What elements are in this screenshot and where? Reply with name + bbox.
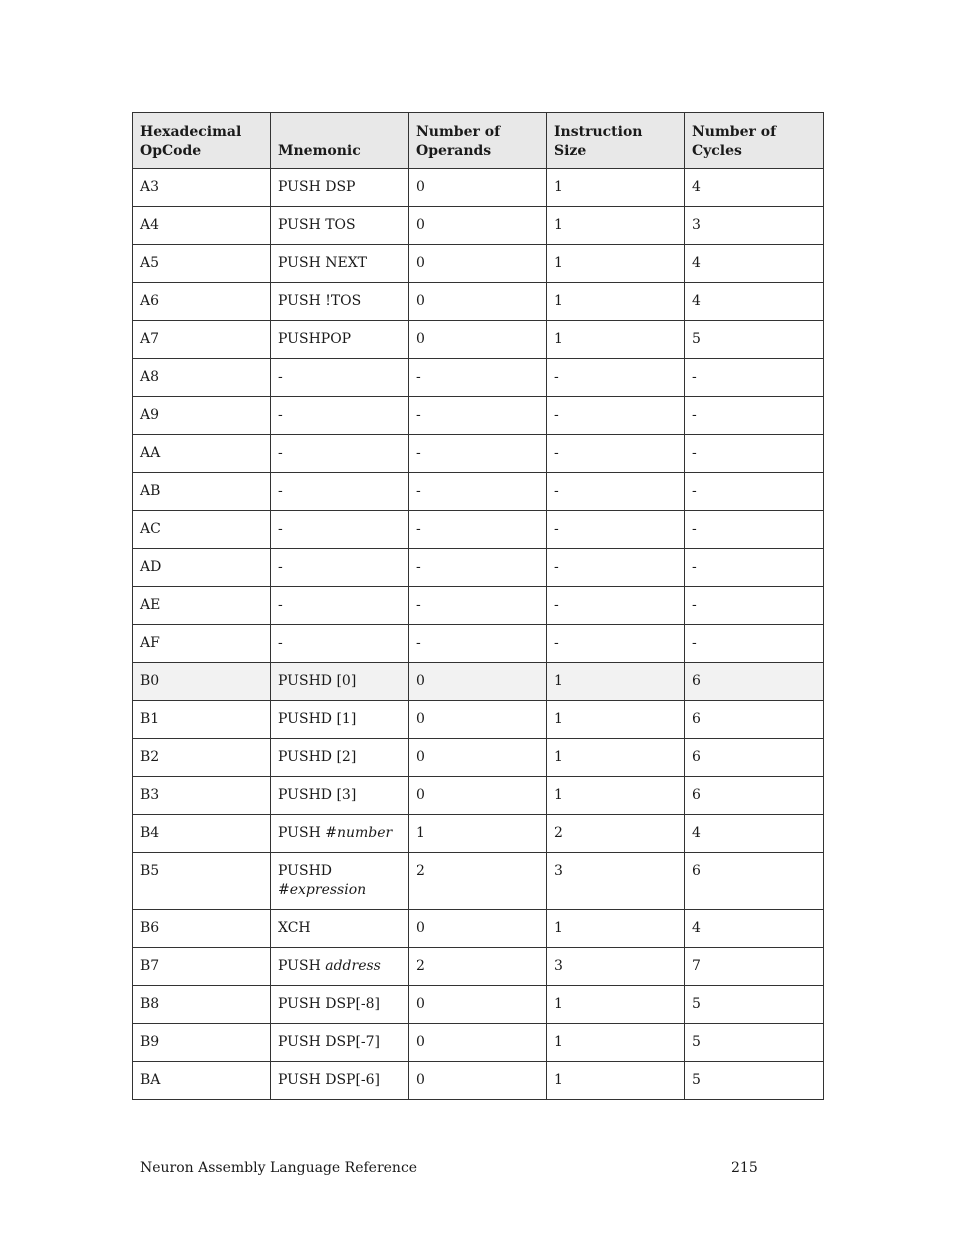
mnemonic-argument: expression [289,882,367,898]
cell-opcode: AE [133,587,271,625]
cell-cycles: - [685,587,824,625]
cell-cycles: - [685,397,824,435]
table-row [133,1024,824,1062]
cell-opcode: A9 [133,397,271,435]
cell-cycles: - [685,511,824,549]
table-row [133,777,824,815]
cell-opcode: B7 [133,948,271,986]
cell-operands: 0 [409,663,547,701]
header-operands: Number of Operands [409,113,547,169]
cell-operands: 2 [409,853,547,910]
table-row [133,169,824,207]
cell-instruction-size: 1 [547,663,685,701]
table-row [133,663,824,701]
table-row [133,739,824,777]
cell-cycles: 6 [685,701,824,739]
cell-mnemonic [271,910,409,948]
table-row [133,701,824,739]
table-row [133,1062,824,1100]
cell-cycles: 5 [685,986,824,1024]
mnemonic-text: - [278,407,283,423]
cell-opcode: B4 [133,815,271,853]
table-row [133,245,824,283]
cell-mnemonic [271,739,409,777]
cell-operands: 1 [409,815,547,853]
cell-operands: 0 [409,1062,547,1100]
mnemonic-argument: address [325,958,381,974]
cell-instruction-size: 1 [547,283,685,321]
mnemonic-text: - [278,445,283,461]
table-row [133,359,824,397]
cell-instruction-size: 1 [547,169,685,207]
cell-instruction-size: 1 [547,701,685,739]
header-row [133,113,824,169]
cell-operands: - [409,359,547,397]
cell-opcode: A6 [133,283,271,321]
cell-opcode: AD [133,549,271,587]
mnemonic-text: PUSH TOS [278,217,356,233]
cell-operands: 0 [409,910,547,948]
cell-mnemonic [271,435,409,473]
cell-opcode: B8 [133,986,271,1024]
cell-operands: - [409,625,547,663]
table-header [133,113,824,169]
footer-document-title: Neuron Assembly Language Reference [140,1160,418,1176]
cell-opcode: B2 [133,739,271,777]
cell-cycles: 5 [685,1024,824,1062]
mnemonic-text: PUSH DSP[-6] [278,1072,381,1088]
mnemonic-text: - [278,483,283,499]
cell-mnemonic [271,359,409,397]
table-row [133,321,824,359]
cell-opcode: B5 [133,853,271,910]
cell-cycles: - [685,625,824,663]
cell-cycles: - [685,549,824,587]
table-row [133,207,824,245]
mnemonic-text: - [278,521,283,537]
cell-cycles: - [685,435,824,473]
cell-mnemonic [271,701,409,739]
cell-operands: 0 [409,321,547,359]
footer-page-number: 215 [731,1160,758,1176]
cell-opcode: B6 [133,910,271,948]
cell-operands: - [409,549,547,587]
cell-mnemonic [271,663,409,701]
mnemonic-text: - [278,635,283,651]
opcode-table [132,112,824,1100]
cell-instruction-size: 2 [547,815,685,853]
cell-cycles: 4 [685,910,824,948]
mnemonic-text: - [278,597,283,613]
cell-instruction-size: - [547,587,685,625]
cell-cycles: 5 [685,1062,824,1100]
cell-operands: 0 [409,169,547,207]
cell-opcode: BA [133,1062,271,1100]
cell-operands: - [409,587,547,625]
mnemonic-text: PUSH [278,958,326,974]
cell-cycles: 6 [685,777,824,815]
table-row [133,283,824,321]
cell-opcode: A3 [133,169,271,207]
cell-opcode: B0 [133,663,271,701]
cell-cycles: 4 [685,283,824,321]
cell-operands: - [409,511,547,549]
cell-mnemonic [271,397,409,435]
cell-operands: 0 [409,701,547,739]
cell-opcode: AB [133,473,271,511]
table-body [133,169,824,1100]
cell-instruction-size: 1 [547,245,685,283]
cell-operands: 0 [409,207,547,245]
cell-cycles: 4 [685,815,824,853]
cell-operands: 0 [409,1024,547,1062]
cell-operands: - [409,435,547,473]
cell-mnemonic [271,473,409,511]
cell-instruction-size: - [547,511,685,549]
cell-instruction-size: 1 [547,910,685,948]
cell-operands: 0 [409,986,547,1024]
cell-opcode: A7 [133,321,271,359]
cell-operands: 0 [409,283,547,321]
cell-instruction-size: - [547,473,685,511]
cell-opcode: AC [133,511,271,549]
cell-instruction-size: - [547,549,685,587]
cell-instruction-size: - [547,359,685,397]
cell-mnemonic [271,587,409,625]
table-row [133,986,824,1024]
mnemonic-text: PUSH # [278,825,337,841]
cell-opcode: A8 [133,359,271,397]
cell-mnemonic [271,283,409,321]
mnemonic-text: PUSH !TOS [278,293,362,309]
header-cycles: Number of Cycles [685,113,824,169]
cell-operands: - [409,397,547,435]
cell-instruction-size: 1 [547,986,685,1024]
cell-cycles: 5 [685,321,824,359]
cell-cycles: - [685,473,824,511]
cell-instruction-size: 3 [547,853,685,910]
cell-instruction-size: - [547,625,685,663]
cell-operands: 0 [409,777,547,815]
mnemonic-text: PUSH DSP [278,179,356,195]
cell-opcode: AA [133,435,271,473]
cell-instruction-size: 1 [547,1062,685,1100]
cell-mnemonic [271,853,409,910]
table-row [133,511,824,549]
cell-instruction-size: 1 [547,1024,685,1062]
cell-mnemonic [271,321,409,359]
cell-instruction-size: 3 [547,948,685,986]
cell-mnemonic [271,169,409,207]
cell-opcode: B9 [133,1024,271,1062]
cell-operands: 0 [409,245,547,283]
mnemonic-text: XCH [278,920,311,936]
header-opcode: Hexadecimal OpCode [133,113,271,169]
cell-instruction-size: 1 [547,739,685,777]
cell-mnemonic [271,986,409,1024]
mnemonic-text: PUSHD [3] [278,787,357,803]
table-row [133,910,824,948]
mnemonic-text: PUSHD [0] [278,673,357,689]
table-row [133,853,824,910]
cell-operands: - [409,473,547,511]
cell-mnemonic [271,625,409,663]
cell-mnemonic [271,1062,409,1100]
cell-opcode: B3 [133,777,271,815]
table-row [133,948,824,986]
cell-cycles: 3 [685,207,824,245]
cell-mnemonic [271,511,409,549]
cell-cycles: 6 [685,663,824,701]
mnemonic-text: PUSHD [2] [278,749,357,765]
cell-cycles: 4 [685,245,824,283]
cell-cycles: 4 [685,169,824,207]
cell-cycles: - [685,359,824,397]
cell-mnemonic [271,777,409,815]
cell-cycles: 6 [685,739,824,777]
cell-instruction-size: 1 [547,207,685,245]
table-row [133,397,824,435]
table-row [133,549,824,587]
cell-instruction-size: 1 [547,321,685,359]
table-row [133,815,824,853]
cell-operands: 2 [409,948,547,986]
mnemonic-text: PUSHD # [278,863,332,898]
mnemonic-text: PUSH DSP[-8] [278,996,381,1012]
mnemonic-text: PUSH DSP[-7] [278,1034,381,1050]
cell-mnemonic [271,245,409,283]
cell-mnemonic [271,207,409,245]
table-row [133,435,824,473]
mnemonic-argument: number [336,825,393,841]
cell-instruction-size: - [547,397,685,435]
mnemonic-text: - [278,369,283,385]
header-instruction-size: Instruction Size [547,113,685,169]
cell-mnemonic [271,815,409,853]
cell-instruction-size: 1 [547,777,685,815]
table-row [133,587,824,625]
mnemonic-text: - [278,559,283,575]
mnemonic-text: PUSH NEXT [278,255,367,271]
cell-mnemonic [271,549,409,587]
cell-mnemonic [271,948,409,986]
cell-opcode: AF [133,625,271,663]
cell-operands: 0 [409,739,547,777]
cell-instruction-size: - [547,435,685,473]
cell-cycles: 7 [685,948,824,986]
table-row [133,473,824,511]
cell-opcode: B1 [133,701,271,739]
cell-opcode: A4 [133,207,271,245]
mnemonic-text: PUSHD [1] [278,711,357,727]
header-mnemonic: Mnemonic [271,113,409,169]
mnemonic-text: PUSHPOP [278,331,352,347]
cell-opcode: A5 [133,245,271,283]
cell-cycles: 6 [685,853,824,910]
table-row [133,625,824,663]
cell-mnemonic [271,1024,409,1062]
